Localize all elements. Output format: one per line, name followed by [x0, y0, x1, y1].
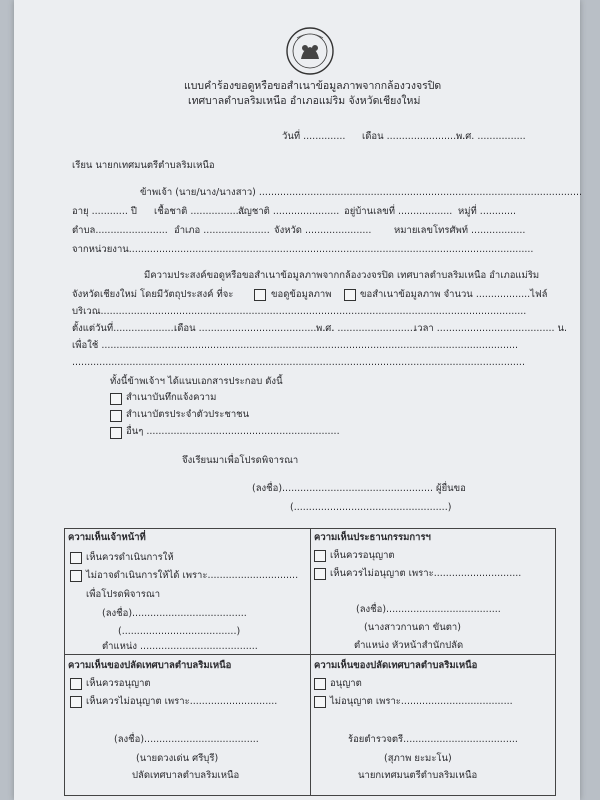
attachment-label-other[interactable]: อื่นๆ ................................................................: [126, 426, 340, 437]
form-title: แบบคำร้องขอดูหรือขอสำเนาข้อมูลภาพจากกล้องวงจรปิด: [184, 80, 442, 92]
closing-text: จึงเรียนมาเพื่อโปรดพิจารณา: [182, 455, 299, 466]
attachment-label-id-card: สำเนาบัตรประจำตัวประชาชน: [126, 409, 250, 420]
salutation: เรียน นายกเทศมนตรีตำบลริมเหนือ: [72, 160, 215, 171]
officer-signature[interactable]: (ลงชื่อ)......................................: [102, 608, 247, 619]
officer-position[interactable]: ตำแหน่ง .......................................: [102, 641, 258, 652]
nationality-field[interactable]: สัญชาติ ......................: [238, 206, 340, 217]
officer-reject-label[interactable]: ไม่อาจดำเนินการให้ได้ เพราะ..............................: [86, 570, 299, 581]
deputy-position: ปลัดเทศบาลตำบลริมเหนือ: [132, 770, 240, 781]
amphoe-field[interactable]: อำเภอ ......................: [174, 225, 270, 236]
start-month-field[interactable]: เดือน .............................................: [174, 323, 335, 334]
attachment-checkbox-other[interactable]: [110, 427, 122, 439]
deputy-printed-name: (นายดวงเด่น ศรีบุรี): [136, 753, 219, 764]
usage-field[interactable]: เพื่อใช้ ..........................................................................................................................................: [72, 340, 519, 351]
location-field[interactable]: บริเวณ.............................................................................................................................................: [72, 306, 527, 317]
committee-reject-checkbox[interactable]: [314, 568, 326, 580]
officer-reject-checkbox[interactable]: [70, 570, 82, 582]
agency-field[interactable]: จากหน่วยงาน......................................................................................................................................: [72, 244, 534, 255]
start-year-field[interactable]: พ.ศ. ..........................: [316, 323, 416, 334]
mayor-approve-checkbox[interactable]: [314, 678, 326, 690]
purpose-line-2: จังหวัดเชียงใหม่ โดยมีวัตถุประสงค์ ที่จะ: [72, 289, 234, 300]
form-subtitle: เทศบาลตำบลริมเหนือ อำเภอแม่ริม จังหวัดเชียงใหม่: [188, 95, 421, 107]
age-field[interactable]: อายุ ............ ปี: [72, 206, 137, 217]
committee-approve-label: เห็นควรอนุญาต: [330, 550, 395, 561]
house-number-field[interactable]: อยู่บ้านเลขที่ ..................: [344, 206, 453, 217]
officer-approve-checkbox[interactable]: [70, 552, 82, 564]
purpose-line-1: มีความประสงค์ขอดูหรือขอสำเนาข้อมูลภาพจากกล้องวงจรปิด เทศบาลตำบลริมเหนือ อำเภอแม่ริม: [144, 270, 540, 281]
deputy-approve-label: เห็นควรอนุญาต: [86, 678, 151, 689]
view-footage-label: ขอดูข้อมูลภาพ: [271, 289, 332, 300]
moo-field[interactable]: หมู่ที่ ............: [458, 206, 517, 217]
committee-signature[interactable]: (ลงชื่อ)......................................: [356, 604, 501, 615]
deputy-signature[interactable]: (ลงชื่อ)......................................: [114, 734, 259, 745]
copy-footage-label[interactable]: ขอสำเนาข้อมูลภาพ จำนวน ..................ไฟล์: [360, 289, 548, 300]
committee-position: ตำแหน่ง หัวหน้าสำนักปลัด: [354, 640, 464, 651]
deputy-reject-checkbox[interactable]: [70, 696, 82, 708]
race-field[interactable]: เชื้อชาติ ..................: [154, 206, 245, 217]
applicant-signature[interactable]: (ลงชื่อ).................................................. ผู้ยื่นขอ: [252, 483, 466, 494]
mayor-reject-checkbox[interactable]: [314, 696, 326, 708]
mayor-reject-label[interactable]: ไม่อนุญาต เพราะ.....................................: [330, 696, 513, 707]
province-field[interactable]: จังหวัด ......................: [274, 225, 372, 236]
mayor-opinion-title: ความเห็นของปลัดเทศบาลตำบลริมเหนือ: [314, 660, 478, 671]
deputy-reject-label[interactable]: เห็นควรไม่อนุญาต เพราะ.............................: [86, 696, 278, 707]
date-day[interactable]: วันที่ ..............: [282, 131, 346, 142]
committee-printed-name: (นางสาวกานดา ขันตา): [364, 622, 461, 633]
applicant-printed-name[interactable]: (...................................................): [290, 502, 452, 513]
officer-printed-name[interactable]: (......................................): [118, 626, 241, 637]
officer-approve-label: เห็นควรดำเนินการให้: [86, 552, 174, 563]
applicant-name-field[interactable]: ข้าพเจ้า (นาย/นาง/นางสาว) ...........................................................................................................: [140, 187, 583, 198]
date-year[interactable]: พ.ศ. ................: [456, 131, 526, 142]
attachments-intro: ทั้งนี้ข้าพเจ้าฯ ได้แนบเอกสารประกอบ ดังนี้: [110, 376, 283, 387]
attachment-checkbox-police-report[interactable]: [110, 393, 122, 405]
date-month[interactable]: เดือน ...........................: [362, 131, 469, 142]
view-footage-checkbox[interactable]: [254, 289, 266, 301]
usage-field-continued[interactable]: ......................................................................................................................................................: [72, 357, 525, 368]
mayor-printed-name: (สุภาพ ยะมะโน): [384, 753, 452, 764]
mayor-position: นายกเทศมนตรีตำบลริมเหนือ: [358, 770, 478, 781]
officer-note: เพื่อโปรดพิจารณา: [86, 589, 161, 600]
attachment-label-police-report: สำเนาบันทึกแจ้งความ: [126, 392, 217, 403]
copy-footage-checkbox[interactable]: [344, 289, 356, 301]
committee-approve-checkbox[interactable]: [314, 550, 326, 562]
start-time-field[interactable]: เวลา ....................................... น.: [414, 323, 568, 334]
form-page: [14, 0, 583, 800]
deputy-approve-checkbox[interactable]: [70, 678, 82, 690]
committee-opinion-title: ความเห็นประธานกรรมการฯ: [314, 532, 431, 543]
mayor-signature[interactable]: ร้อยตำรวจตรี......................................: [348, 734, 518, 745]
deputy-opinion-title: ความเห็นของปลัดเทศบาลตำบลริมเหนือ: [68, 660, 232, 671]
officer-opinion-title: ความเห็นเจ้าหน้าที่: [68, 532, 146, 543]
municipality-seal-logo: [285, 26, 335, 76]
committee-reject-label[interactable]: เห็นควรไม่อนุญาต เพราะ.............................: [330, 568, 522, 579]
start-day-field[interactable]: ตั้งแต่วันที่.....................: [72, 323, 177, 334]
tambon-field[interactable]: ตำบล........................: [72, 225, 168, 236]
mayor-approve-label: อนุญาต: [330, 678, 362, 689]
phone-field[interactable]: หมายเลขโทรศัพท์ ..................: [394, 225, 526, 236]
attachment-checkbox-id-card[interactable]: [110, 410, 122, 422]
